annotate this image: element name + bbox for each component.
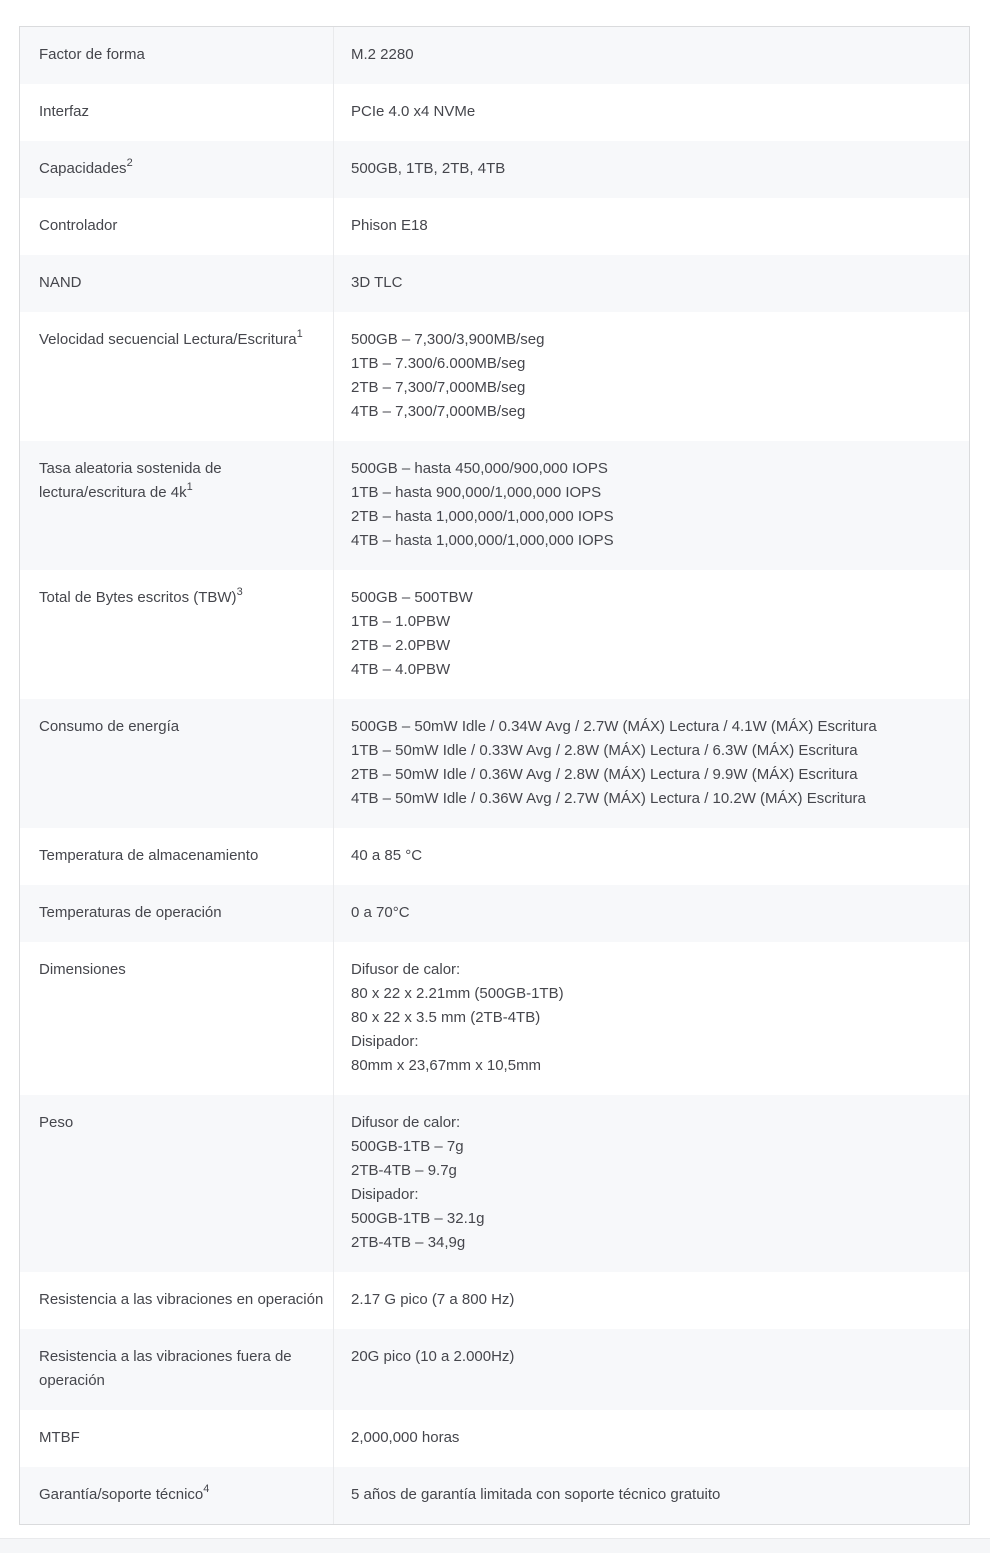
spec-label	[20, 699, 334, 828]
spec-label-text: Controlador	[39, 217, 118, 234]
spec-value-line: 2TB – 50mW Idle / 0.36W Avg / 2.8W (MÁX) Lectura / 9.9W (MÁX) Escritura	[351, 766, 858, 783]
spec-row	[20, 255, 969, 312]
spec-label-text: Velocidad secuencial Lectura/Escritura	[39, 331, 297, 348]
spec-value	[334, 828, 969, 885]
spec-value-line: 80mm x 23,67mm x 10,5mm	[351, 1057, 542, 1074]
spec-label	[20, 255, 334, 312]
spec-label	[20, 198, 334, 255]
spec-value	[334, 84, 969, 141]
spec-value-line: 500GB – 7,300/3,900MB/seg	[351, 331, 545, 348]
spec-value-line: 2.17 G pico (7 a 800 Hz)	[351, 1291, 515, 1308]
spec-label-text: Temperaturas de operación	[39, 904, 222, 921]
spec-label	[20, 1095, 334, 1272]
spec-value-line: 500GB – hasta 450,000/900,000 IOPS	[351, 460, 608, 477]
spec-value	[334, 699, 969, 828]
spec-label-text: Tasa aleatoria sostenida de lectura/escritura de 4k	[39, 460, 222, 501]
spec-value-line: Disipador:	[351, 1033, 419, 1050]
footnote-superscript: 3	[236, 586, 243, 598]
spec-label-text: Consumo de energía	[39, 718, 180, 735]
spec-label	[20, 441, 334, 570]
spec-label	[20, 27, 334, 84]
spec-value	[334, 885, 969, 942]
spec-label	[20, 942, 334, 1095]
spec-value	[334, 942, 969, 1095]
spec-label-text: Resistencia a las vibraciones en operación	[39, 1291, 324, 1308]
spec-row	[20, 1410, 969, 1467]
spec-label	[20, 885, 334, 942]
spec-label-text: Factor de forma	[39, 46, 145, 63]
spec-row	[20, 1272, 969, 1329]
footer-band	[0, 1538, 990, 1553]
spec-label-text: Temperatura de almacenamiento	[39, 847, 259, 864]
spec-value-line: 2TB-4TB – 9.7g	[351, 1162, 457, 1179]
spec-label	[20, 141, 334, 198]
spec-row	[20, 942, 969, 1095]
spec-label	[20, 1272, 334, 1329]
spec-label	[20, 84, 334, 141]
spec-value-line: 4TB – 7,300/7,000MB/seg	[351, 403, 526, 420]
spec-label-text: Total de Bytes escritos (TBW)	[39, 589, 237, 606]
spec-value-line: 2,000,000 horas	[351, 1429, 460, 1446]
spec-label-text: Garantía/soporte técnico	[39, 1486, 204, 1503]
spec-value	[334, 1467, 969, 1524]
spec-row	[20, 27, 969, 84]
spec-value-line: 500GB, 1TB, 2TB, 4TB	[351, 160, 506, 177]
spec-value-line: Difusor de calor:	[351, 961, 461, 978]
spec-label-text: Interfaz	[39, 103, 90, 120]
spec-value-line: 40 a 85 °C	[351, 847, 423, 864]
spec-row	[20, 1329, 969, 1410]
spec-value-line: 5 años de garantía limitada con soporte técnico gratuito	[351, 1486, 721, 1503]
spec-value-line: 2TB – 2.0PBW	[351, 637, 451, 654]
spec-value	[334, 1329, 969, 1410]
spec-value-line: Difusor de calor:	[351, 1114, 461, 1131]
spec-label-text: Dimensiones	[39, 961, 126, 978]
footnote-superscript: 2	[126, 157, 133, 169]
spec-row	[20, 141, 969, 198]
spec-value-line: 3D TLC	[351, 274, 403, 291]
spec-value	[334, 255, 969, 312]
spec-value-line: 500GB – 50mW Idle / 0.34W Avg / 2.7W (MÁX) Lectura / 4.1W (MÁX) Escritura	[351, 718, 877, 735]
spec-label	[20, 1410, 334, 1467]
spec-value	[334, 312, 969, 441]
spec-row	[20, 885, 969, 942]
spec-value-line: 0 a 70°C	[351, 904, 410, 921]
footnote-superscript: 1	[296, 328, 303, 340]
spec-value-line: 500GB-1TB – 7g	[351, 1138, 464, 1155]
spec-value	[334, 141, 969, 198]
spec-label-text: NAND	[39, 274, 82, 291]
footnote-superscript: 1	[186, 481, 193, 493]
spec-table	[19, 26, 970, 1525]
spec-row	[20, 1095, 969, 1272]
spec-value	[334, 1272, 969, 1329]
spec-row	[20, 1467, 969, 1524]
spec-row	[20, 198, 969, 255]
spec-value	[334, 27, 969, 84]
spec-value-line: Phison E18	[351, 217, 428, 234]
spec-row	[20, 828, 969, 885]
spec-label	[20, 312, 334, 441]
spec-value	[334, 570, 969, 699]
spec-label	[20, 1467, 334, 1524]
spec-value	[334, 198, 969, 255]
spec-label-text: Capacidades	[39, 160, 127, 177]
spec-value-line: 1TB – 1.0PBW	[351, 613, 451, 630]
spec-value-line: 500GB – 500TBW	[351, 589, 473, 606]
spec-label-text: Peso	[39, 1114, 74, 1131]
spec-label-text: MTBF	[39, 1429, 80, 1446]
spec-label	[20, 828, 334, 885]
spec-value-line: 1TB – hasta 900,000/1,000,000 IOPS	[351, 484, 602, 501]
spec-row	[20, 570, 969, 699]
spec-label	[20, 1329, 334, 1410]
spec-value	[334, 441, 969, 570]
spec-row	[20, 699, 969, 828]
spec-row	[20, 312, 969, 441]
spec-value-line: 1TB – 7.300/6.000MB/seg	[351, 355, 526, 372]
spec-row	[20, 84, 969, 141]
spec-value-line: 2TB – 7,300/7,000MB/seg	[351, 379, 526, 396]
spec-value-line: 4TB – 4.0PBW	[351, 661, 451, 678]
spec-value	[334, 1095, 969, 1272]
spec-value-line: M.2 2280	[351, 46, 414, 63]
spec-value-line: 80 x 22 x 2.21mm (500GB-1TB)	[351, 985, 564, 1002]
spec-row	[20, 441, 969, 570]
spec-value-line: 4TB – hasta 1,000,000/1,000,000 IOPS	[351, 532, 614, 549]
spec-value-line: PCIe 4.0 x4 NVMe	[351, 103, 476, 120]
spec-value-line: 2TB – hasta 1,000,000/1,000,000 IOPS	[351, 508, 614, 525]
spec-value-line: 4TB – 50mW Idle / 0.36W Avg / 2.7W (MÁX) Lectura / 10.2W (MÁX) Escritura	[351, 790, 866, 807]
spec-value-line: 2TB-4TB – 34,9g	[351, 1234, 466, 1251]
spec-value	[334, 1410, 969, 1467]
spec-value-line: Disipador:	[351, 1186, 419, 1203]
spec-label	[20, 570, 334, 699]
spec-label-text: Resistencia a las vibraciones fuera de operación	[39, 1348, 292, 1389]
spec-value-line: 1TB – 50mW Idle / 0.33W Avg / 2.8W (MÁX) Lectura / 6.3W (MÁX) Escritura	[351, 742, 858, 759]
spec-value-line: 500GB-1TB – 32.1g	[351, 1210, 485, 1227]
spec-value-line: 80 x 22 x 3.5 mm (2TB-4TB)	[351, 1009, 541, 1026]
footnote-superscript: 4	[203, 1483, 210, 1495]
spec-value-line: 20G pico (10 a 2.000Hz)	[351, 1348, 515, 1365]
